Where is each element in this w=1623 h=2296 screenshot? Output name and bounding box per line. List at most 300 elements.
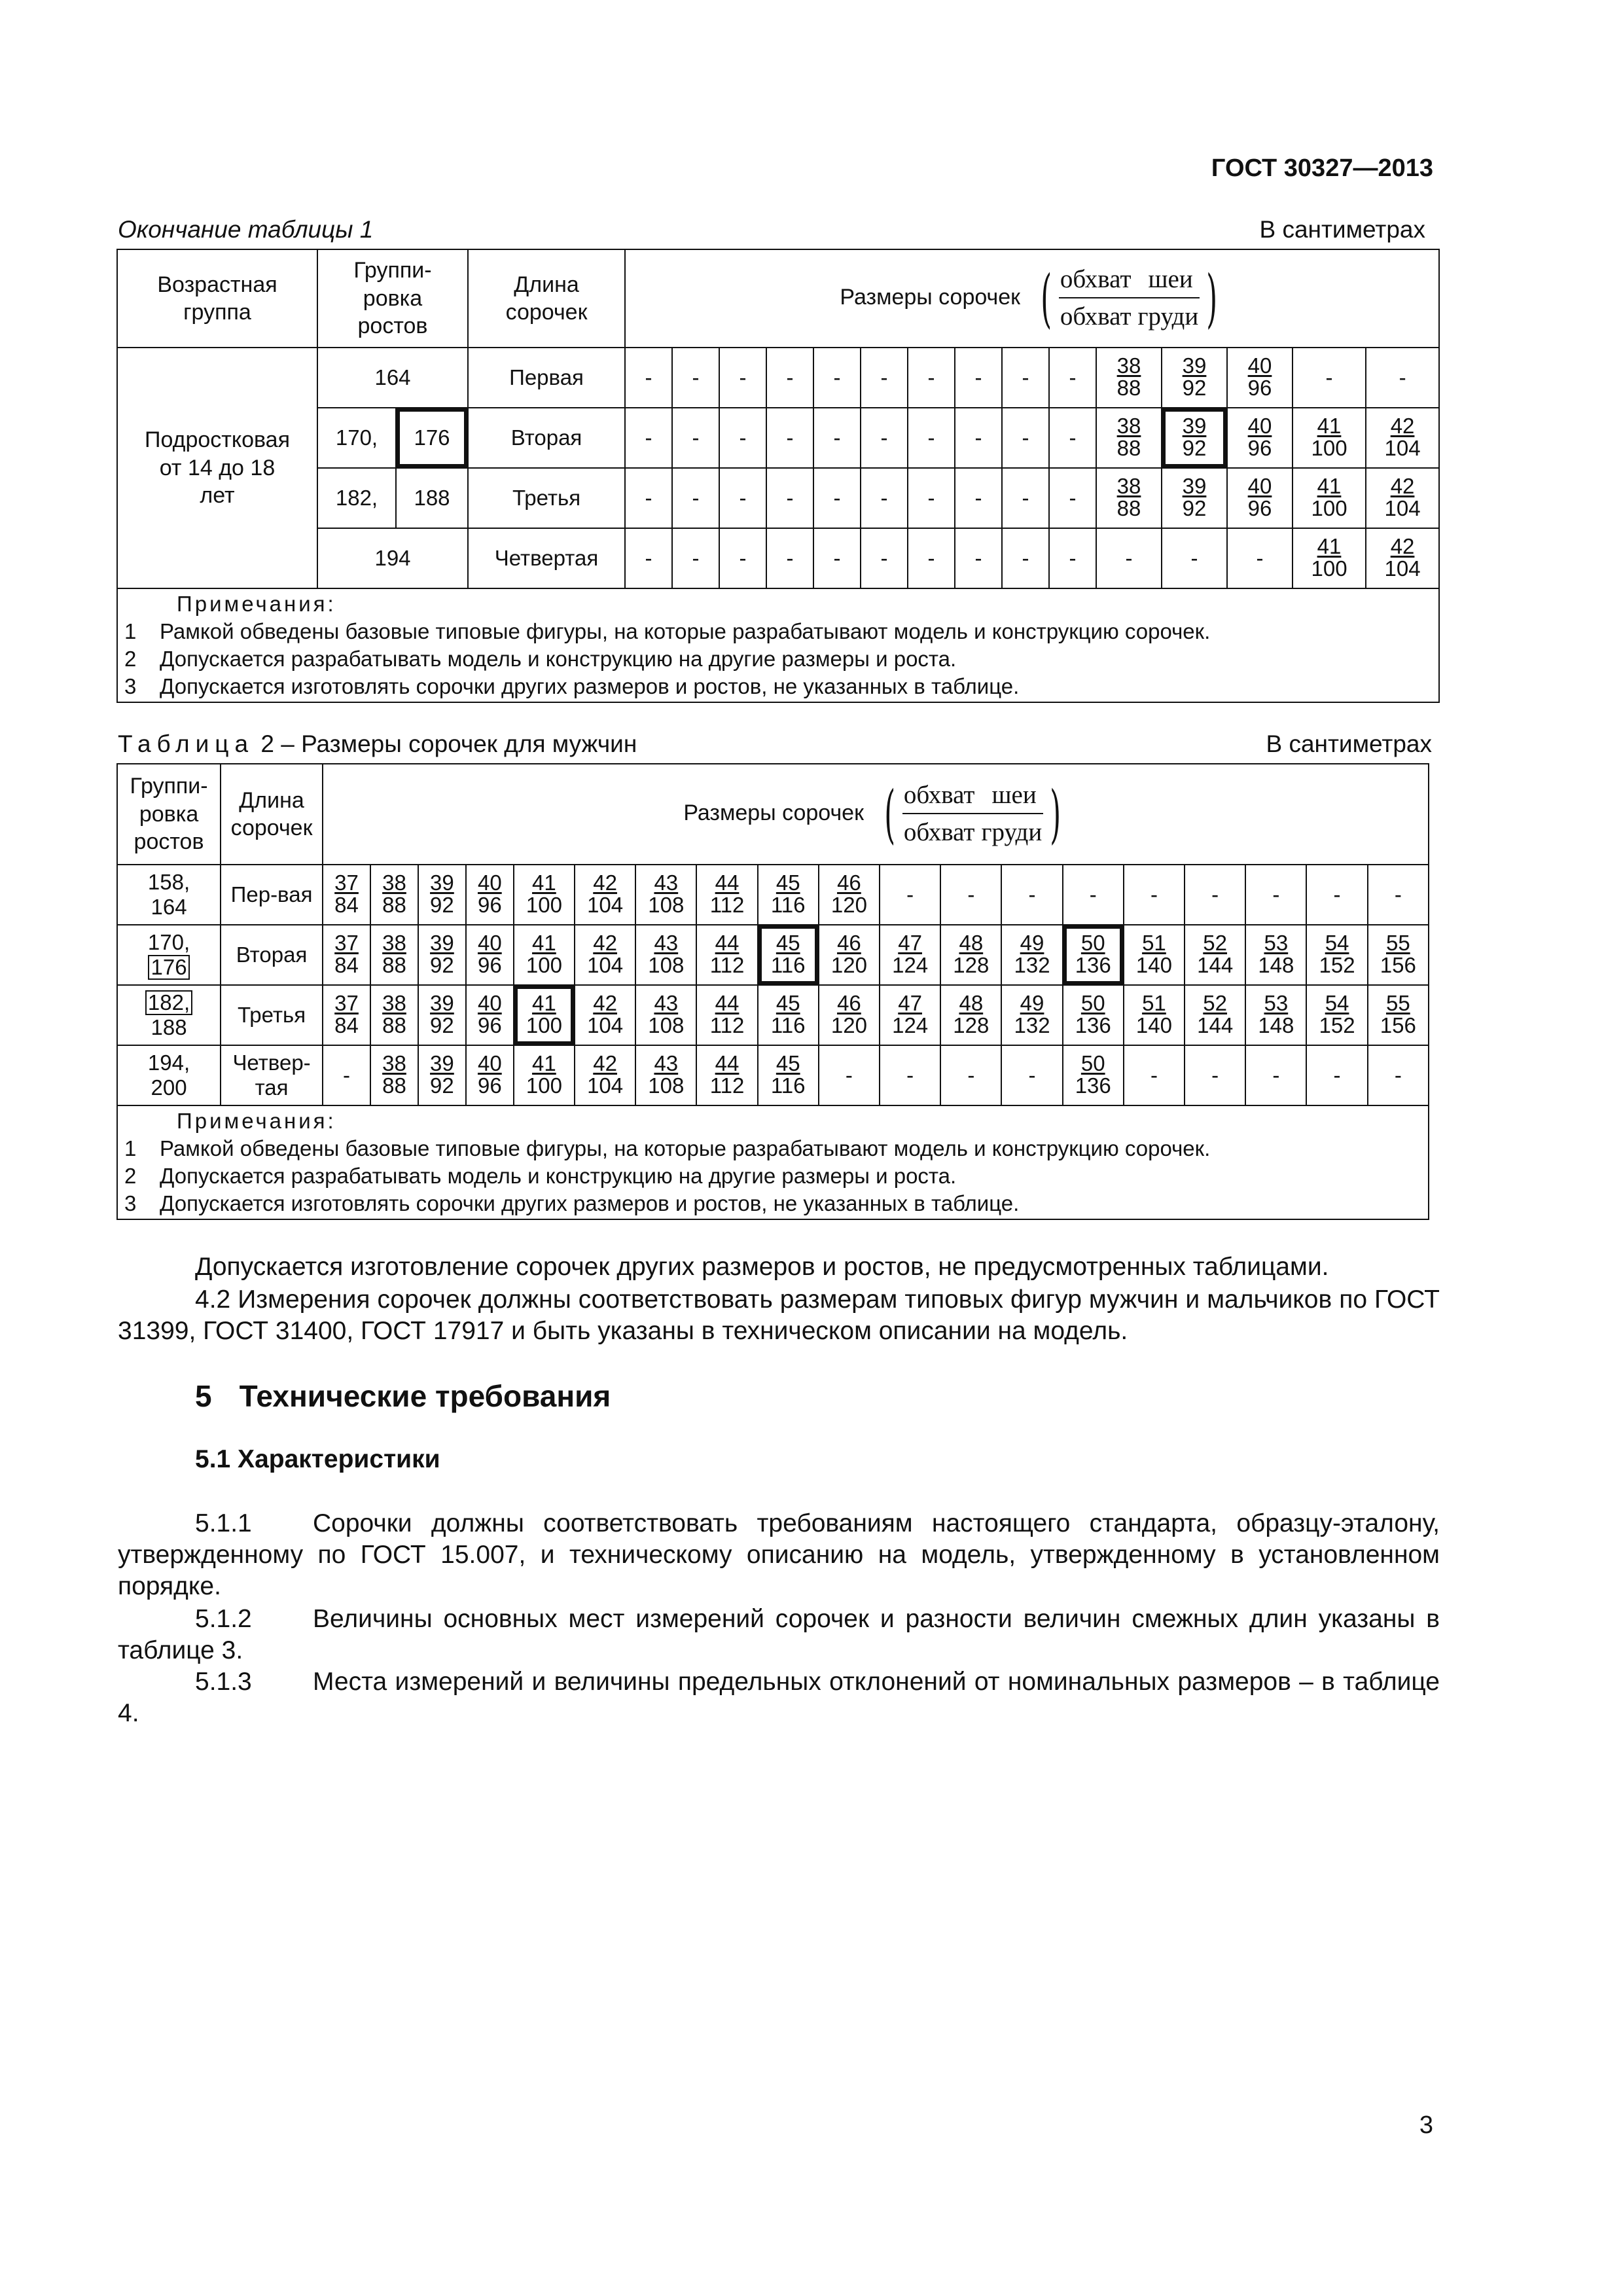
neck-girth: 41 — [1317, 413, 1342, 438]
size-cell-empty: - — [908, 348, 955, 408]
size-cell — [1227, 468, 1293, 528]
chest-girth: 100 — [526, 953, 562, 978]
chest-girth: 116 — [770, 893, 806, 918]
size-cell-empty: - — [323, 1045, 370, 1105]
size-cell-empty: - — [1185, 1045, 1245, 1105]
neck-girth: 44 — [715, 870, 740, 895]
neck-girth: 39 — [430, 870, 454, 895]
neck-girth: 47 — [898, 930, 922, 955]
size-cell-empty: - — [1001, 865, 1062, 925]
size-cell-empty: - — [955, 408, 1002, 468]
chest-girth: 136 — [1075, 1073, 1111, 1098]
neck-girth: 54 — [1325, 930, 1349, 955]
size-cell — [418, 1045, 466, 1105]
size-cell — [1162, 468, 1227, 528]
size-cell-empty: - — [1002, 468, 1049, 528]
t1-header-sizes: Размеры сорочек ( обхват шеи обхват груди ) — [625, 249, 1439, 348]
chest-girth: 96 — [1247, 376, 1272, 401]
size-cell-empty: - — [1049, 408, 1096, 468]
neck-girth: 39 — [430, 1050, 454, 1075]
size-cell-empty: - — [1096, 528, 1162, 588]
size-cell — [466, 985, 514, 1045]
paragraph-5-1-3: 5.1.3 Места измерений и величины предельных отклонений от номинальных размеров – в таблице 4. — [118, 1668, 1440, 1727]
size-cell-empty: - — [1049, 528, 1096, 588]
size-cell-empty: - — [813, 528, 861, 588]
neck-girth: 41 — [1317, 473, 1342, 498]
t1-length: Третья — [468, 468, 625, 528]
size-cell — [1096, 408, 1162, 468]
chest-girth: 108 — [648, 893, 685, 918]
size-cell — [466, 925, 514, 985]
chest-girth: 136 — [1075, 1013, 1111, 1038]
t2-height: 170, 176 — [117, 925, 221, 985]
neck-girth: 41 — [532, 870, 556, 895]
size-cell-empty: - — [908, 408, 955, 468]
neck-girth: 37 — [334, 930, 359, 955]
size-cell-empty: - — [1162, 528, 1227, 588]
size-cell — [758, 985, 819, 1045]
chest-girth: 88 — [382, 1013, 406, 1038]
size-cell — [1096, 468, 1162, 528]
t1-height-b: 188 — [396, 468, 468, 528]
neck-girth: 45 — [776, 990, 800, 1015]
neck-girth: 41 — [532, 990, 556, 1015]
t1-height-b-base: 176 — [396, 408, 468, 468]
size-cell-empty: - — [625, 528, 672, 588]
chest-girth: 112 — [709, 953, 745, 978]
size-cell — [1368, 925, 1429, 985]
chest-girth: 112 — [709, 1073, 745, 1098]
chest-girth: 100 — [1311, 436, 1347, 461]
size-cell — [1366, 528, 1439, 588]
chest-girth: 156 — [1380, 1013, 1416, 1038]
neck-girth: 49 — [1020, 930, 1044, 955]
neck-girth: 53 — [1264, 930, 1289, 955]
t2-height: 194, 200 — [117, 1045, 221, 1105]
size-cell — [1293, 468, 1366, 528]
size-cell — [819, 925, 880, 985]
chest-girth: 112 — [709, 1013, 745, 1038]
neck-girth: 50 — [1080, 1050, 1105, 1075]
size-cell — [1162, 348, 1227, 408]
size-cell — [575, 925, 635, 985]
size-cell-empty: - — [1306, 1045, 1367, 1105]
size-cell — [819, 985, 880, 1045]
size-cell-empty: - — [1368, 1045, 1429, 1105]
neck-girth: 42 — [593, 870, 617, 895]
neck-girth: 42 — [593, 930, 617, 955]
chest-girth: 84 — [334, 893, 359, 918]
neck-girth: 38 — [382, 930, 406, 955]
size-cell — [514, 1045, 575, 1105]
size-cell — [1245, 985, 1306, 1045]
size-cell — [696, 985, 757, 1045]
neck-girth: 40 — [477, 1050, 502, 1075]
page-number: 3 — [1419, 2111, 1433, 2139]
size-cell — [1063, 925, 1124, 985]
size-cell-empty: - — [813, 468, 861, 528]
size-cell-empty: - — [940, 1045, 1001, 1105]
chest-girth: 144 — [1197, 1013, 1234, 1038]
neck-girth: 51 — [1142, 990, 1166, 1015]
neck-girth: 53 — [1264, 990, 1289, 1015]
size-cell-empty: - — [1124, 1045, 1185, 1105]
chest-girth: 104 — [1384, 436, 1421, 461]
t1-height: 194 — [317, 528, 468, 588]
neck-girth: 39 — [1182, 413, 1207, 438]
size-cell — [1293, 408, 1366, 468]
neck-girth: 41 — [532, 930, 556, 955]
neck-girth: 37 — [334, 990, 359, 1015]
neck-girth: 40 — [1247, 353, 1272, 378]
neck-girth: 40 — [1247, 413, 1272, 438]
size-cell — [575, 985, 635, 1045]
size-cell-empty: - — [955, 528, 1002, 588]
size-cell-empty: - — [813, 348, 861, 408]
size-cell — [1063, 1045, 1124, 1105]
neck-girth: 46 — [837, 930, 861, 955]
size-cell — [323, 865, 370, 925]
chest-girth: 120 — [830, 893, 867, 918]
chest-girth: 84 — [334, 1013, 359, 1038]
neck-girth: 38 — [1116, 413, 1141, 438]
size-cell — [880, 925, 940, 985]
size-cell — [1124, 985, 1185, 1045]
t2-size-formula: ( обхват шеи обхват груди ) — [884, 778, 1061, 851]
chest-girth: 88 — [1116, 496, 1141, 521]
neck-girth: 42 — [1390, 533, 1415, 558]
size-cell-empty: - — [955, 468, 1002, 528]
size-cell-empty: - — [719, 468, 766, 528]
size-cell — [466, 865, 514, 925]
chest-girth: 104 — [1384, 496, 1421, 521]
document-id: ГОСТ 30327—2013 — [1211, 154, 1433, 182]
t2-header-length: Длина сорочек — [221, 764, 323, 865]
chest-girth: 108 — [648, 1073, 685, 1098]
neck-girth: 52 — [1203, 930, 1227, 955]
size-cell-empty: - — [766, 408, 813, 468]
size-cell — [758, 865, 819, 925]
chest-girth: 96 — [477, 1013, 502, 1038]
neck-girth: 37 — [334, 870, 359, 895]
chest-girth: 96 — [477, 953, 502, 978]
chest-girth: 88 — [382, 1073, 406, 1098]
t1-height: 164 — [317, 348, 468, 408]
paragraph-other-sizes: Допускается изготовление сорочек других размеров и ростов, не предусмотренных таблицами. — [195, 1253, 1329, 1281]
t2-length: Третья — [221, 985, 323, 1045]
chest-girth: 144 — [1197, 953, 1234, 978]
size-cell-empty: - — [1049, 468, 1096, 528]
chest-girth: 140 — [1135, 953, 1172, 978]
paragraph-4-2: 4.2 Измерения сорочек должны соответствовать размерам типовых фигур мужчин и мальчиков по ГОСТ 31399, ГОСТ 31400, ГОСТ 17917 и быть указаны в техническом описании на модель. — [118, 1285, 1440, 1345]
neck-girth: 49 — [1020, 990, 1044, 1015]
chest-girth: 92 — [430, 1073, 454, 1098]
size-cell — [323, 985, 370, 1045]
size-cell-empty: - — [672, 348, 719, 408]
size-cell-empty: - — [625, 468, 672, 528]
size-cell — [940, 985, 1001, 1045]
size-cell — [1162, 408, 1227, 468]
t2-length: Вторая — [221, 925, 323, 985]
neck-girth: 42 — [593, 1050, 617, 1075]
t1-length: Четвертая — [468, 528, 625, 588]
neck-girth: 47 — [898, 990, 922, 1015]
table-row — [117, 1045, 1429, 1105]
neck-girth: 48 — [959, 930, 984, 955]
size-cell-empty: - — [672, 408, 719, 468]
neck-girth: 45 — [776, 1050, 800, 1075]
chest-girth: 152 — [1319, 1013, 1355, 1038]
neck-girth: 40 — [477, 990, 502, 1015]
neck-girth: 40 — [477, 870, 502, 895]
neck-girth: 46 — [837, 990, 861, 1015]
t1-notes: Примечания: 1 Рамкой обведены базовые типовые фигуры, на которые разрабатывают модель и конструкцию сорочек. 2 Допускается разрабатывать модель и конструкцию на другие размеры и роста. 3 Допускается изготовлять сорочки других размеров и ростов, не указанных в таблице. — [117, 588, 1439, 702]
chest-girth: 132 — [1014, 953, 1050, 978]
size-cell — [1306, 985, 1367, 1045]
t1-length: Первая — [468, 348, 625, 408]
size-cell-empty: - — [1001, 1045, 1062, 1105]
chest-girth: 100 — [1311, 496, 1347, 521]
size-cell-empty: - — [861, 468, 908, 528]
t1-height-a: 182, — [317, 468, 396, 528]
size-cell — [635, 925, 696, 985]
neck-girth: 50 — [1080, 930, 1105, 955]
size-cell-empty: - — [908, 528, 955, 588]
chest-girth: 132 — [1014, 1013, 1050, 1038]
neck-girth: 40 — [477, 930, 502, 955]
size-cell — [635, 865, 696, 925]
neck-girth: 43 — [654, 1050, 679, 1075]
chest-girth: 148 — [1258, 1013, 1294, 1038]
size-cell — [1306, 925, 1367, 985]
chest-girth: 88 — [382, 953, 406, 978]
chest-girth: 108 — [648, 1013, 685, 1038]
size-cell — [696, 925, 757, 985]
neck-girth: 38 — [1116, 353, 1141, 378]
chest-girth: 96 — [477, 893, 502, 918]
chest-girth: 140 — [1135, 1013, 1172, 1038]
size-cell-empty: - — [908, 468, 955, 528]
size-cell-empty: - — [719, 408, 766, 468]
neck-girth: 39 — [1182, 353, 1207, 378]
t1-age-group: Подростковая от 14 до 18 лет — [117, 348, 317, 588]
chest-girth: 92 — [430, 1013, 454, 1038]
size-cell-empty: - — [719, 528, 766, 588]
size-cell — [466, 1045, 514, 1105]
size-cell-empty: - — [625, 408, 672, 468]
neck-girth: 43 — [654, 870, 679, 895]
size-cell-empty: - — [1002, 528, 1049, 588]
chest-girth: 152 — [1319, 953, 1355, 978]
neck-girth: 42 — [1390, 473, 1415, 498]
t2-height: 182, 188 — [117, 985, 221, 1045]
t1-header-height: Группи- ровка ростов — [317, 249, 468, 348]
subsection-heading: 5.1 Характеристики — [195, 1445, 440, 1473]
size-cell — [1227, 348, 1293, 408]
t2-height: 158, 164 — [117, 865, 221, 925]
size-cell — [940, 925, 1001, 985]
neck-girth: 46 — [837, 870, 861, 895]
size-cell-empty: - — [1049, 348, 1096, 408]
size-cell — [1185, 925, 1245, 985]
size-cell — [575, 865, 635, 925]
neck-girth: 45 — [776, 870, 800, 895]
chest-girth: 84 — [334, 953, 359, 978]
neck-girth: 39 — [430, 990, 454, 1015]
size-cell-empty: - — [1185, 865, 1245, 925]
size-cell-empty: - — [861, 408, 908, 468]
table-row — [117, 348, 1439, 408]
table1 — [116, 249, 1440, 703]
table2-caption: Таблица 2 – Размеры сорочек для мужчин — [118, 730, 637, 757]
size-cell — [1001, 925, 1062, 985]
neck-girth: 55 — [1385, 990, 1410, 1015]
size-cell — [1096, 348, 1162, 408]
size-cell — [418, 925, 466, 985]
paragraph-5-1-1: 5.1.1 Сорочки должны соответствовать требованиям настоящего стандарта, образцу-эталону, утвержденному по ГОСТ 15.007, и техническому описанию на модель, утвержденному в установленном порядке. — [118, 1509, 1440, 1600]
size-cell-empty: - — [861, 348, 908, 408]
table2-units: В сантиметрах — [1266, 730, 1432, 757]
neck-girth: 51 — [1142, 930, 1166, 955]
size-cell — [370, 865, 418, 925]
neck-girth: 55 — [1385, 930, 1410, 955]
chest-girth: 100 — [1311, 556, 1347, 581]
neck-girth: 43 — [654, 990, 679, 1015]
size-cell-empty: - — [766, 348, 813, 408]
neck-girth: 40 — [1247, 473, 1272, 498]
size-cell-empty: - — [766, 468, 813, 528]
size-cell — [1124, 925, 1185, 985]
size-cell-empty: - — [1227, 528, 1293, 588]
base-height-box: 176 — [148, 955, 189, 980]
chest-girth: 96 — [477, 1073, 502, 1098]
size-cell-empty: - — [1245, 1045, 1306, 1105]
base-height-box: 182, — [145, 990, 192, 1016]
chest-girth: 104 — [1384, 556, 1421, 581]
size-cell-empty: - — [940, 865, 1001, 925]
neck-girth: 41 — [1317, 533, 1342, 558]
size-cell — [370, 1045, 418, 1105]
t2-notes: Примечания: 1 Рамкой обведены базовые типовые фигуры, на которые разрабатывают модель и конструкцию сорочек. 2 Допускается разрабатывать модель и конструкцию на другие размеры и роста. 3 Допускается изготовлять сорочки других размеров и ростов, не указанных в таблице. — [117, 1105, 1429, 1219]
neck-girth: 39 — [1182, 473, 1207, 498]
size-cell — [635, 1045, 696, 1105]
size-cell — [696, 865, 757, 925]
chest-girth: 96 — [1247, 436, 1272, 461]
size-cell — [514, 925, 575, 985]
chest-girth: 100 — [526, 893, 562, 918]
size-cell — [514, 865, 575, 925]
size-cell — [1063, 985, 1124, 1045]
size-cell — [1366, 468, 1439, 528]
size-cell-empty: - — [861, 528, 908, 588]
size-cell — [696, 1045, 757, 1105]
size-cell-empty: - — [1368, 865, 1429, 925]
chest-girth: 128 — [953, 1013, 990, 1038]
size-cell-empty: - — [1293, 348, 1366, 408]
table2 — [116, 763, 1429, 1220]
chest-girth: 92 — [430, 893, 454, 918]
t2-header-sizes: Размеры сорочек ( обхват шеи обхват груди ) — [323, 764, 1429, 865]
chest-girth: 88 — [1116, 376, 1141, 401]
size-cell — [635, 985, 696, 1045]
t2-length: Пер-вая — [221, 865, 323, 925]
size-cell-empty: - — [1124, 865, 1185, 925]
size-cell — [1001, 985, 1062, 1045]
size-cell — [1293, 528, 1366, 588]
size-cell-empty: - — [672, 468, 719, 528]
size-cell-empty: - — [719, 348, 766, 408]
neck-girth: 48 — [959, 990, 984, 1015]
chest-girth: 104 — [587, 1013, 624, 1038]
neck-girth: 38 — [382, 990, 406, 1015]
size-cell-empty: - — [955, 348, 1002, 408]
chest-girth: 104 — [587, 893, 624, 918]
size-cell — [370, 925, 418, 985]
chest-girth: 92 — [1182, 376, 1207, 401]
size-cell — [418, 865, 466, 925]
size-cell-empty: - — [625, 348, 672, 408]
chest-girth: 124 — [892, 1013, 929, 1038]
t1-length: Вторая — [468, 408, 625, 468]
neck-girth: 44 — [715, 990, 740, 1015]
chest-girth: 128 — [953, 953, 990, 978]
size-cell — [1185, 985, 1245, 1045]
neck-girth: 44 — [715, 930, 740, 955]
size-cell-empty: - — [880, 865, 940, 925]
chest-girth: 100 — [526, 1013, 562, 1038]
size-cell-empty: - — [1245, 865, 1306, 925]
chest-girth: 92 — [1182, 496, 1207, 521]
size-cell-empty: - — [813, 408, 861, 468]
chest-girth: 136 — [1075, 953, 1111, 978]
chest-girth: 120 — [830, 953, 867, 978]
size-cell-empty: - — [1002, 408, 1049, 468]
size-cell — [880, 985, 940, 1045]
section-heading: 5 Технические требования — [195, 1379, 611, 1413]
neck-girth: 52 — [1203, 990, 1227, 1015]
chest-girth: 116 — [770, 1073, 806, 1098]
chest-girth: 120 — [830, 1013, 867, 1038]
chest-girth: 88 — [382, 893, 406, 918]
neck-girth: 50 — [1080, 990, 1105, 1015]
neck-girth: 42 — [1390, 413, 1415, 438]
neck-girth: 38 — [382, 870, 406, 895]
t1-header-length: Длина сорочек — [468, 249, 625, 348]
table-row — [117, 865, 1429, 925]
neck-girth: 54 — [1325, 990, 1349, 1015]
neck-girth: 41 — [532, 1050, 556, 1075]
chest-girth: 96 — [1247, 496, 1272, 521]
size-cell-empty: - — [1306, 865, 1367, 925]
t2-length: Четвер- тая — [221, 1045, 323, 1105]
t1-header-age: Возрастная группа — [117, 249, 317, 348]
chest-girth: 100 — [526, 1073, 562, 1098]
chest-girth: 108 — [648, 953, 685, 978]
size-cell-empty: - — [880, 1045, 940, 1105]
table1-caption: Окончание таблицы 1 — [118, 216, 374, 243]
neck-girth: 45 — [776, 930, 800, 955]
chest-girth: 156 — [1380, 953, 1416, 978]
table1-units: В сантиметрах — [1259, 216, 1425, 243]
chest-girth: 148 — [1258, 953, 1294, 978]
table-row — [117, 925, 1429, 985]
t1-size-formula: ( обхват шеи обхват груди ) — [1041, 262, 1218, 335]
neck-girth: 43 — [654, 930, 679, 955]
size-cell — [418, 985, 466, 1045]
chest-girth: 104 — [587, 1073, 624, 1098]
size-cell-empty: - — [1366, 348, 1439, 408]
size-cell — [1245, 925, 1306, 985]
